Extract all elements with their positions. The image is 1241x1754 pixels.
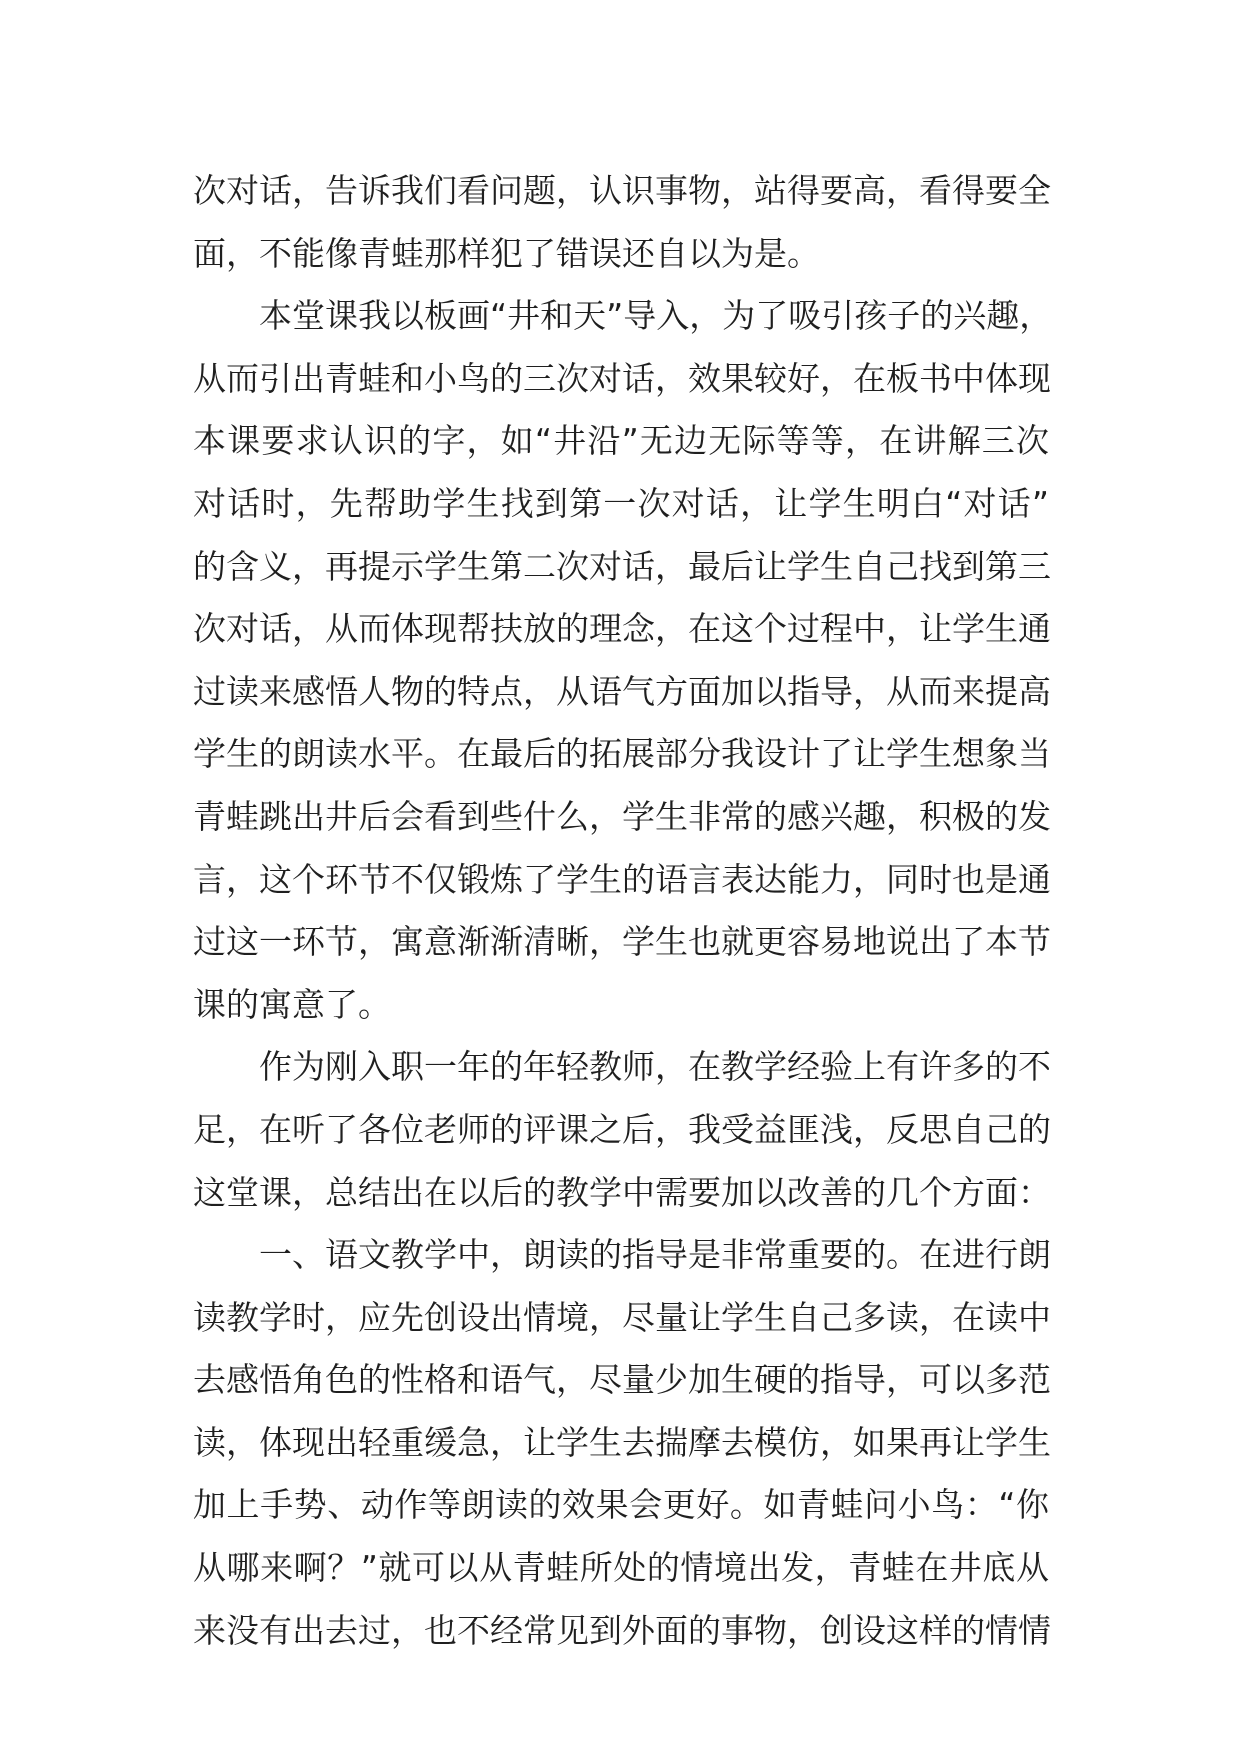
text-line: 读教学时，应先创设出情境，尽量让学生自己多读，在读中 [193,1297,1051,1337]
text-line: 去感悟角色的性格和语气，尽量少加生硬的指导，可以多范 [193,1360,1051,1400]
text-line: 这堂课，总结出在以后的教学中需要加以改善的几个方面： [193,1172,1051,1212]
text-line: 言，这个环节不仅锻炼了学生的语言表达能力，同时也是通 [193,859,1051,899]
text-line: 来没有出去过，也不经常见到外面的事物，创设这样的情情 [193,1610,1051,1650]
text-line: 次对话，告诉我们看问题，认识事物，站得要高，看得要全 [193,171,1051,210]
text-line: 从哪来啊？”就可以从青蛙所处的情境出发，青蛙在井底从 [193,1548,1049,1588]
text-line: 的含义，再提示学生第二次对话，最后让学生自己找到第三 [193,546,1051,586]
text-line: 课的寓意了。 [193,984,391,1024]
text-line: 从而引出青蛙和小鸟的三次对话，效果较好，在板书中体现 [193,358,1051,398]
text-line: 次对话，从而体现帮扶放的理念，在这个过程中，让学生通 [193,609,1051,649]
text-line: 过读来感悟人物的特点，从语气方面加以指导，从而来提高 [193,671,1051,711]
text-line: 读，体现出轻重缓急，让学生去揣摩去模仿，如果再让学生 [193,1422,1051,1462]
text-line: 过这一环节，寓意渐渐清晰，学生也就更容易地说出了本节 [193,922,1051,962]
text-line: 一、语文教学中，朗读的指导是非常重要的。在进行朗 [259,1235,1051,1275]
text-line: 面，不能像青蛙那样犯了错误还自以为是。 [193,233,820,273]
text-line: 足，在听了各位老师的评课之后，我受益匪浅，反思自己的 [193,1109,1051,1149]
text-line: 青蛙跳出井后会看到些什么，学生非常的感兴趣，积极的发 [193,796,1051,836]
text-line: 对话时，先帮助学生找到第一次对话，让学生明白“对话” [193,483,1049,523]
body-text [193,160,1053,1662]
text-line: 本课要求认识的字，如“井沿”无边无际等等，在讲解三次 [193,421,1049,461]
text-line: 本堂课我以板画“井和天”导入，为了吸引孩子的兴趣， [259,296,1053,336]
text-line: 加上手势、动作等朗读的效果会更好。如青蛙问小鸟：“你 [193,1485,1049,1525]
text-line: 学生的朗读水平。在最后的拓展部分我设计了让学生想象当 [193,734,1051,774]
text-line: 作为刚入职一年的年轻教师，在教学经验上有许多的不 [259,1047,1051,1087]
